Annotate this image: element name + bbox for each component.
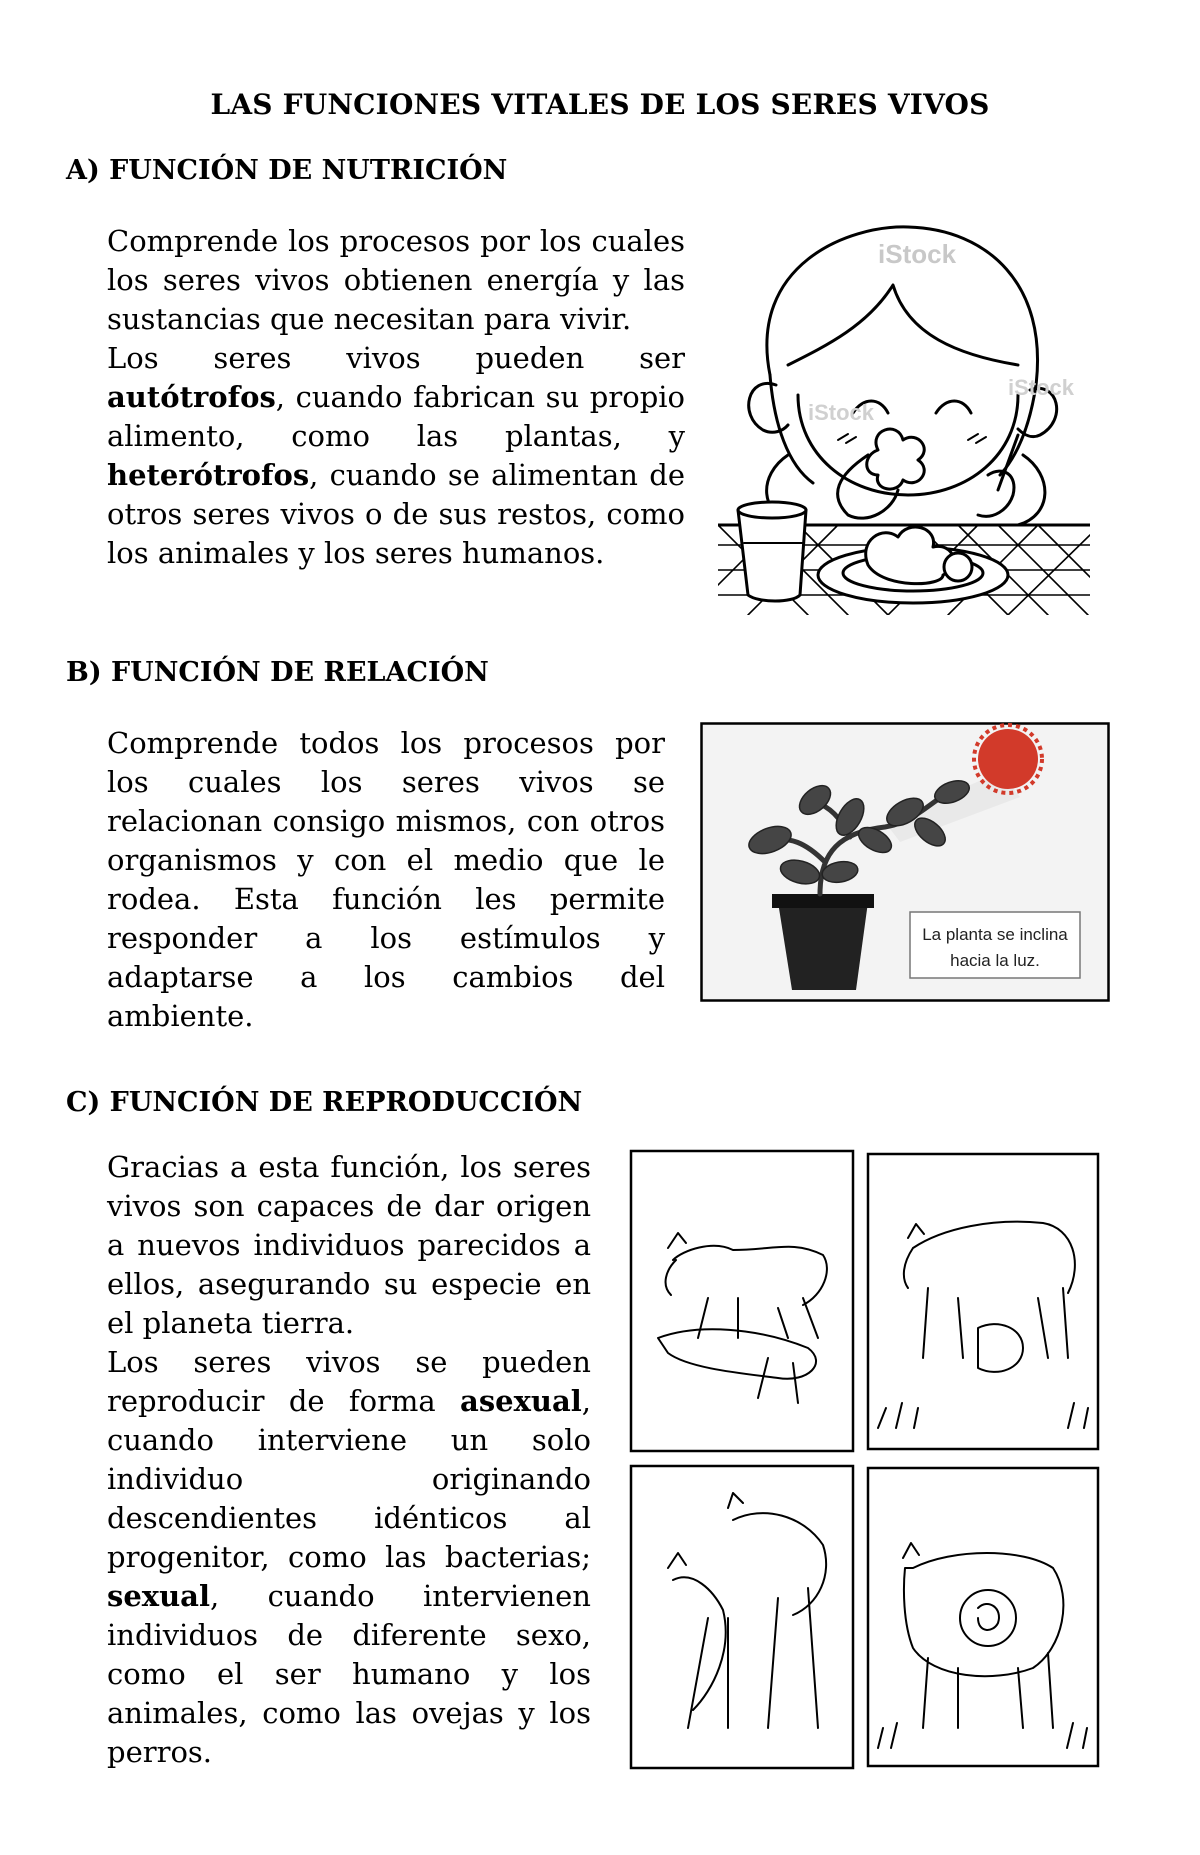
reproduccion-text bbox=[107, 1148, 591, 1772]
plant-sun-illustration bbox=[700, 722, 1110, 1002]
heterotrofos-term: heterótrofos bbox=[107, 458, 310, 492]
relacion-text bbox=[107, 724, 665, 1036]
reproduccion-paragraph-2: Los seres vivos se pueden reproducir de forma asexual, cuando interviene un solo individuo originando descendientes idénticos al progenitor, como las bacterias; sexual, cuando intervienen individuos de diferente sexo, como el ser humano y los animales, como las ovejas y los perros. bbox=[107, 1345, 591, 1769]
plant-caption-line1: La planta se inclina bbox=[922, 925, 1068, 944]
sexual-term: sexual bbox=[107, 1579, 210, 1613]
goat-panel-1 bbox=[631, 1151, 853, 1451]
istock-watermark: iStock bbox=[878, 239, 957, 269]
goat-panel-3 bbox=[631, 1466, 853, 1768]
nutricion-paragraph-2: Los seres vivos pueden ser autótrofos, cuando fabrican su propio alimento, como las plantas, y heterótrofos, cuando se alimentan de otros seres vivos o de sus restos, como los animales y los seres humanos. bbox=[107, 341, 685, 570]
goat-reproduction-panels bbox=[628, 1148, 1103, 1773]
svg-text:iStock: iStock bbox=[1008, 375, 1075, 400]
section-heading-reproduccion: C) FUNCIÓN DE REPRODUCCIÓN bbox=[66, 1087, 583, 1118]
svg-text:iStock: iStock bbox=[808, 400, 875, 425]
section-heading-relacion: B) FUNCIÓN DE RELACIÓN bbox=[66, 657, 489, 688]
autotrofos-term: autótrofos bbox=[107, 380, 276, 414]
reproduccion-paragraph-1: Gracias a esta función, los seres vivos son capaces de dar origen a nuevos individuos parecidos a ellos, asegurando su especie en el planeta tierra. bbox=[107, 1150, 591, 1340]
relacion-paragraph-1: Comprende todos los procesos por los cuales los seres vivos se relacionan consigo mismos, con otros organismos y con el medio que le rodea. Esta función les permite responder a los estímulos y adaptarse a los cambios del ambiente. bbox=[107, 726, 665, 1033]
page-title: LAS FUNCIONES VITALES DE LOS SERES VIVOS bbox=[210, 88, 990, 121]
nutricion-paragraph-1: Comprende los procesos por los cuales los seres vivos obtienen energía y las sustancias que necesitan para vivir. bbox=[107, 224, 685, 336]
nutricion-text bbox=[107, 222, 685, 573]
plant-caption-line2: hacia la luz. bbox=[950, 951, 1040, 970]
girl-eating-illustration bbox=[718, 225, 1090, 615]
section-heading-nutricion: A) FUNCIÓN DE NUTRICIÓN bbox=[66, 155, 508, 186]
asexual-term: asexual bbox=[460, 1384, 582, 1418]
